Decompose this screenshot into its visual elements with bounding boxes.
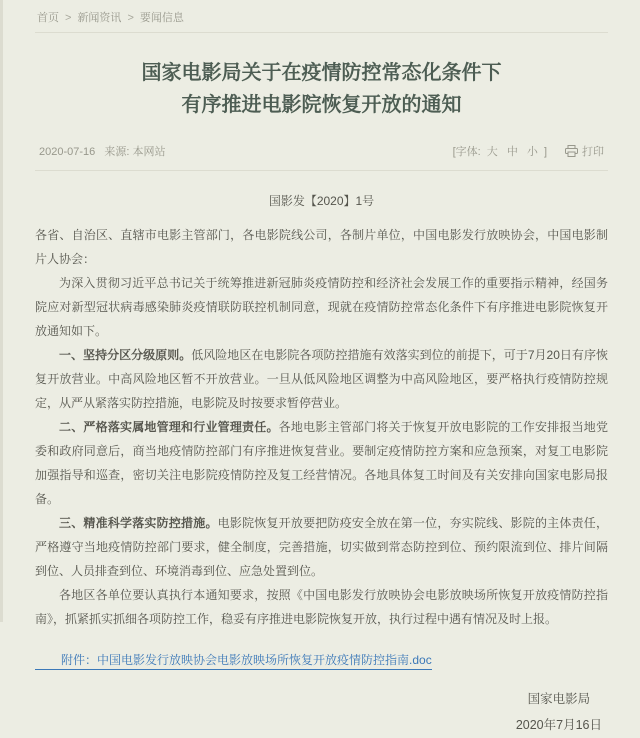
page-title-line2: 有序推进电影院恢复开放的通知 (181, 94, 462, 116)
font-size-suffix: ] (543, 146, 547, 158)
page-title-line1: 国家电影局关于在疫情防控常态化条件下 (141, 62, 502, 84)
page-title (35, 57, 608, 121)
font-size-large-button[interactable]: 大 (486, 146, 498, 158)
paragraph-list (35, 223, 608, 631)
article-meta-bar (35, 143, 608, 171)
font-size-small-button[interactable]: 小 (526, 146, 538, 158)
breadcrumb-current-link[interactable]: 要闻信息 (139, 12, 184, 24)
signature-org: 国家电影局 (527, 692, 591, 706)
body-paragraph (35, 271, 608, 343)
page (3, 0, 640, 738)
publish-date: 2020-07-16 (39, 146, 96, 158)
font-size-controls (453, 143, 547, 159)
attachment-link[interactable] (35, 651, 432, 670)
breadcrumb-separator: > (65, 12, 72, 24)
signature-block (35, 686, 608, 738)
body-paragraph (35, 223, 608, 271)
attachment-label: 附件： (61, 653, 98, 667)
print-button[interactable] (565, 143, 604, 159)
attachment-row (35, 651, 608, 670)
body-paragraph (35, 583, 608, 631)
breadcrumb-home-link[interactable]: 首页 (37, 12, 59, 24)
print-label: 打印 (582, 146, 604, 158)
paragraph-text: 各省、自治区、直辖市电影主管部门，各电影院线公司，各制片单位，中国电影发行放映协会，中国电影制片人协会： (35, 228, 608, 266)
paragraph-text: 低风险地区在电影院各项防控措施有效落实到位的前提下，可于7月20日有序恢复开放营业。中高风险地区暂不开放营业。一旦从低风险地区调整为中高风险地区，要严格执行疫情防控规定，从严从紧落实防控措施，电影院及时按要求暂停营业。 (35, 348, 608, 410)
body-paragraph (35, 511, 608, 583)
paragraph-lead: 二、严格落实属地管理和行业管理责任。 (59, 420, 279, 434)
paragraph-lead: 一、坚持分区分级原则。 (59, 348, 192, 362)
doc-number: 国影发【2020】1号 (268, 194, 375, 208)
paragraph-text: 为深入贯彻习近平总书记关于统筹推进新冠肺炎疫情防控和经济社会发展工作的重要指示精神，经国务院应对新型冠状病毒感染肺炎疫情联防联控机制同意，现就在疫情防控常态化条件下有序推进电影院恢复开放通知如下。 (35, 276, 608, 338)
font-size-medium-button[interactable]: 中 (506, 146, 518, 158)
breadcrumb (35, 0, 608, 33)
printer-icon (565, 145, 578, 157)
paragraph-lead: 三、精准科学落实防控措施。 (59, 516, 218, 530)
paragraph-text: 各地电影主管部门将关于恢复开放电影院的工作安排报当地党委和政府同意后，商当地疫情防控部门有序推进恢复营业。要制定疫情防控方案和应急预案，对复工电影院加强指导和巡查，密切关注电影院疫情防控及复工经营情况。各地具体复工时间及有关安排向国家电影局报备。 (35, 420, 608, 506)
attachment-filename: 中国电影发行放映协会电影放映场所恢复开放疫情防控指南.doc (97, 653, 432, 667)
breadcrumb-news-link[interactable]: 新闻资讯 (77, 12, 122, 24)
signature-date: 2020年7月16日 (515, 718, 602, 732)
publish-info (39, 143, 171, 159)
article-body (35, 171, 608, 738)
body-paragraph (35, 415, 608, 511)
font-size-prefix: [字体: (452, 146, 481, 158)
breadcrumb-separator: > (127, 12, 134, 24)
source-label: 来源: 本网站 (104, 146, 166, 158)
paragraph-text: 电影院恢复开放要把防疫安全放在第一位，夯实院线、影院的主体责任，严格遵守当地疫情防控部门要求，健全制度，完善措施，切实做到常态防控到位、预约限流到位、排片间隔到位、人员排查到位、环境消毒到位、应急处置到位。 (35, 516, 608, 578)
body-paragraph (35, 343, 608, 415)
paragraph-text: 各地区各单位要认真执行本通知要求，按照《中国电影发行放映协会电影放映场所恢复开放疫情防控指南》，抓紧抓实抓细各项防控工作，稳妥有序推进电影院恢复开放，执行过程中遇有情况及时上报。 (35, 588, 608, 626)
